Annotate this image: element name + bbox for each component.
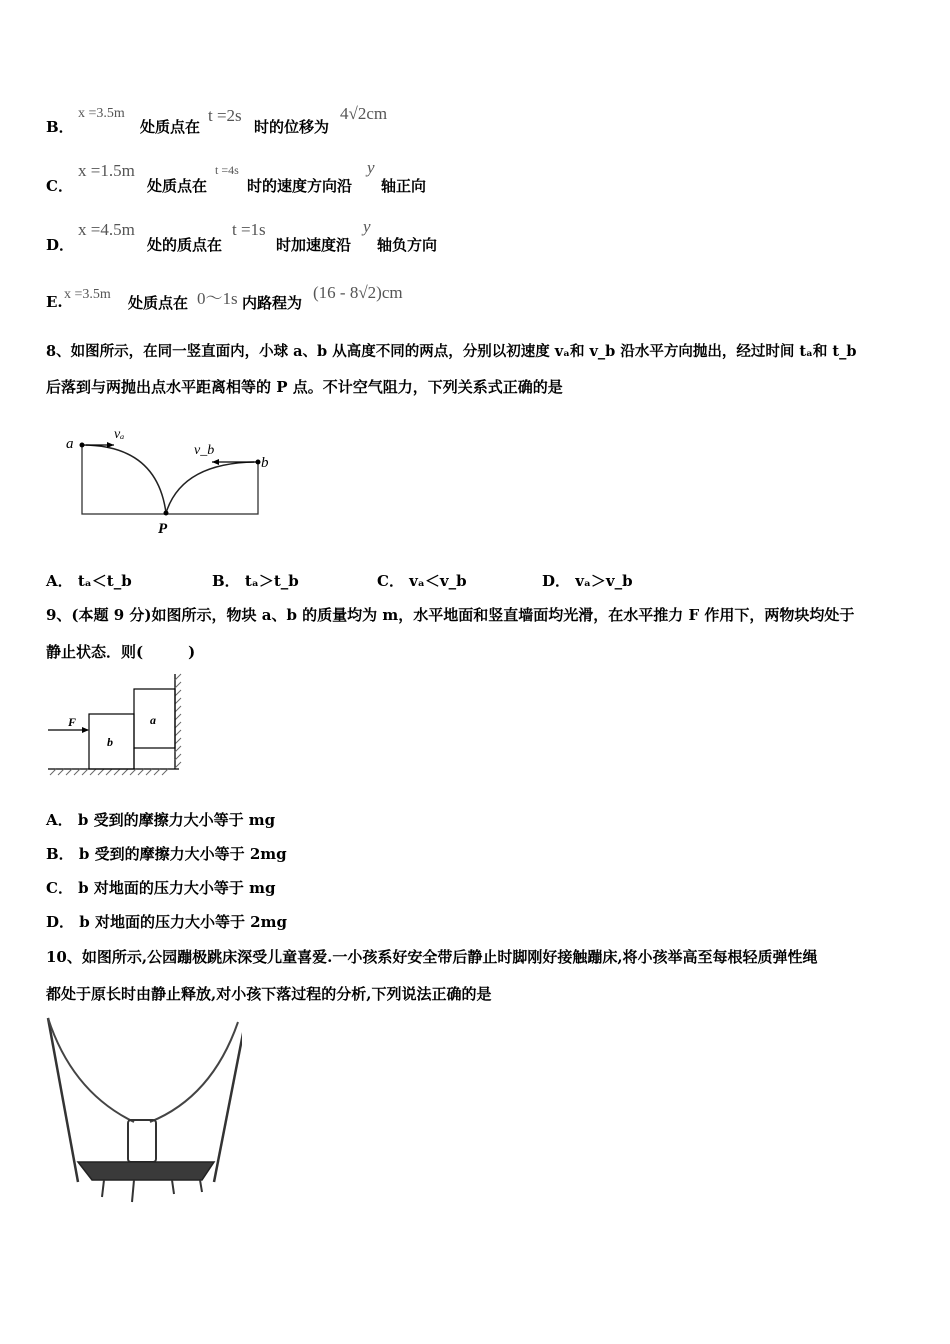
option-e-x: x =3.5m [64,287,111,302]
option-b-text1: 处质点在 [140,118,201,136]
q10-trampoline-figure [42,1012,242,1207]
option-b-text2: 时的位移为 [254,118,330,136]
q9-label-b: b [107,735,113,749]
option-d-text2: 时加速度沿 [276,236,352,254]
q9-figure [44,672,184,778]
q9-line2: 静止状态．则( ) [46,643,196,661]
q10-left-pole [48,1018,78,1182]
q9-option-b[interactable]: B． b 受到的摩擦力大小等于 2mg [46,845,287,863]
q10-right-pole [214,1018,242,1182]
q9-option-a[interactable]: A． b 受到的摩擦力大小等于 mg [46,811,276,829]
q10-line1: 10、如图所示,公园蹦极跳床深受儿童喜爱.一小孩系好安全带后静止时脚刚好接触蹦床,将小孩举高至每根轻质弹性绳 [46,948,818,966]
q8-option-c[interactable]: C． vₐ＜v_b [377,572,467,590]
q8-option-b[interactable]: B． tₐ＞t_b [212,572,299,590]
option-c-text2: 时的速度方向沿 [247,177,353,195]
q9-label-f: F [68,715,77,729]
option-c-x: x =1.5m [78,161,135,180]
q8-point-a [80,443,85,448]
option-c-text1: 处质点在 [147,177,208,195]
q10-line2: 都处于原长时由静止释放,对小孩下落过程的分析,下列说法正确的是 [46,985,492,1003]
q8-option-a[interactable]: A． tₐ＜t_b [46,572,132,590]
q8-point-b [256,460,261,465]
q8-trajectory-b [166,462,258,513]
q8-line2: 后落到与两抛出点水平距离相等的 P 点。不计空气阻力，下列关系式正确的是 [46,378,563,396]
q8-label-b: b [261,455,269,471]
option-b-time: t =2s [208,106,242,125]
option-c-time: t =4s [215,163,239,177]
option-e-path: (16 - 8√2)cm [313,283,403,302]
option-b-x: x =3.5m [78,106,125,121]
option-c-text3: 轴正向 [381,177,427,195]
q9-label-a: a [150,713,156,727]
q9-line1: 9、(本题 9 分)如图所示，物块 a、b 的质量均为 m，水平地面和竖直墙面均光滑，在水平推力 F 作用下，两物块均处于 [46,606,855,624]
option-c-letter: C． [46,177,73,195]
q10-right-rope [150,1022,238,1122]
option-e-text1: 处质点在 [128,294,189,312]
option-d-text1: 处的质点在 [147,236,223,254]
option-d-time: t =1s [232,220,266,239]
q8-figure [62,412,282,538]
q9-option-d[interactable]: D． b 对地面的压力大小等于 2mg [46,913,287,931]
option-d-letter: D． [46,236,75,254]
q8-frame [82,412,258,514]
option-b-displacement: 4√2cm [340,104,388,123]
q8-point-p [164,511,169,516]
q10-trampoline-bed [78,1162,214,1180]
q8-label-a: a [66,436,74,452]
option-e-text2: 内路程为 [242,294,303,312]
q8-label-vb: v_b [194,443,215,458]
q8-trajectory-a [82,445,166,513]
q8-option-d[interactable]: D． vₐ＞v_b [542,572,633,590]
option-d-x: x =4.5m [78,220,135,239]
q8-label-va: vₐ [114,427,125,442]
q9-option-c[interactable]: C． b 对地面的压力大小等于 mg [46,879,276,897]
option-e-range: 0～1s [197,289,238,308]
option-d-axis: y [363,217,371,236]
q10-harness [128,1120,156,1162]
option-d-text3: 轴负方向 [377,236,438,254]
option-c-axis: y [367,158,375,177]
option-e-letter: E. [46,293,63,311]
q10-left-rope [48,1018,134,1122]
option-b-letter: B． [46,118,74,136]
q8-line1: 8、如图所示，在同一竖直面内，小球 a、b 从高度不同的两点，分别以初速度 vₐ和 v_b 沿水平方向抛出，经过时间 tₐ和 t_b [46,343,857,360]
q8-label-p: P [158,521,168,537]
